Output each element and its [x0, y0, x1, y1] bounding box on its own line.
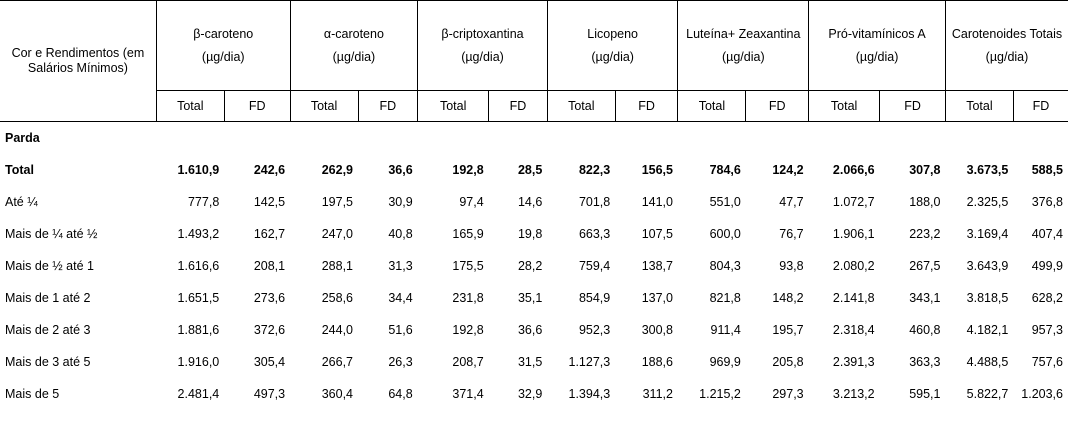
fd-value-cell: 757,6	[1031, 355, 1063, 369]
total-value-cell: 360,4	[321, 387, 353, 401]
total-value-cell: 258,6	[321, 291, 353, 305]
row-label: Total	[5, 163, 34, 177]
fd-value-cell: 36,6	[388, 163, 413, 177]
total-value-cell: 1.072,7	[832, 195, 875, 209]
total-value-cell: 288,1	[321, 259, 353, 273]
fd-value-cell: 205,8	[772, 355, 804, 369]
total-value-cell: 1.493,2	[177, 227, 220, 241]
group-unit: (µg/dia)	[985, 49, 1029, 64]
fd-value-cell: 195,7	[772, 323, 804, 337]
total-value-cell: 3.213,2	[832, 387, 875, 401]
fd-value-cell: 407,4	[1031, 227, 1063, 241]
fd-value-cell: 300,8	[641, 323, 673, 337]
row-label: Até ¼	[5, 195, 38, 209]
total-value-cell: 192,8	[452, 163, 484, 177]
section-row	[0, 122, 1068, 155]
fd-value-cell: 188,0	[909, 195, 941, 209]
subheader-total: Total	[809, 91, 880, 122]
fd-value-cell: 51,6	[388, 323, 413, 337]
row-label: Mais de ½ até 1	[5, 259, 94, 273]
total-value-cell: 1.906,1	[832, 227, 875, 241]
total-value-cell: 1.881,6	[177, 323, 220, 337]
fd-value-cell: 28,2	[517, 259, 543, 273]
subheader-fd: FD	[880, 91, 946, 122]
subheader-fd: FD	[224, 91, 290, 122]
fd-value-cell: 208,1	[253, 259, 286, 273]
subheader-fd: FD	[489, 91, 548, 122]
total-value-cell: 822,3	[578, 163, 611, 177]
subheader-total: Total	[156, 91, 224, 122]
table-row	[0, 314, 1068, 346]
fd-value-cell: 499,9	[1031, 259, 1063, 273]
total-value-cell: 247,0	[321, 227, 353, 241]
table-row	[0, 346, 1068, 378]
fd-value-cell: 31,5	[517, 355, 543, 369]
fd-value-cell: 36,6	[517, 323, 543, 337]
fd-value-cell: 297,3	[772, 387, 804, 401]
total-value-cell: 1.616,6	[177, 259, 220, 273]
table-body	[0, 122, 1068, 411]
total-value-cell: 208,7	[452, 355, 484, 369]
row-label: Mais de 3 até 5	[5, 355, 91, 369]
total-value-cell: 600,0	[709, 227, 741, 241]
fd-value-cell: 34,4	[388, 291, 413, 305]
fd-value-cell: 64,8	[388, 387, 413, 401]
subheader-total: Total	[547, 91, 615, 122]
fd-value-cell: 35,1	[517, 291, 543, 305]
subheader-total: Total	[678, 91, 746, 122]
subheader-total: Total	[418, 91, 489, 122]
fd-value-cell: 628,2	[1031, 291, 1063, 305]
fd-value-cell: 137,0	[641, 291, 673, 305]
fd-value-cell: 242,6	[253, 163, 286, 177]
row-label: Mais de 1 até 2	[5, 291, 91, 305]
group-header	[156, 1, 290, 91]
total-value-cell: 5.822,7	[966, 387, 1009, 401]
group-unit: (µg/dia)	[461, 49, 504, 64]
group-header	[418, 1, 548, 91]
group-name: α-caroteno	[323, 26, 384, 41]
fd-value-cell: 497,3	[253, 387, 286, 401]
row-header-label: Cor e Rendimentos (em Salários Mínimos)	[11, 46, 145, 75]
fd-value-cell: 14,6	[517, 195, 543, 209]
table-header	[0, 1, 1068, 122]
fd-value-cell: 588,5	[1031, 163, 1063, 177]
total-value-cell: 3.673,5	[966, 163, 1009, 177]
fd-value-cell: 93,8	[779, 259, 804, 273]
fd-value-cell: 363,3	[909, 355, 941, 369]
fd-value-cell: 376,8	[1031, 195, 1063, 209]
table-row	[0, 186, 1068, 218]
group-unit: (µg/dia)	[591, 49, 634, 64]
group-name: Licopeno	[587, 26, 639, 41]
total-value-cell: 197,5	[321, 195, 353, 209]
total-value-cell: 371,4	[452, 387, 484, 401]
fd-value-cell: 223,2	[909, 227, 941, 241]
total-value-cell: 701,8	[578, 195, 611, 209]
fd-value-cell: 957,3	[1031, 323, 1063, 337]
group-header	[945, 1, 1068, 91]
total-value-cell: 2.080,2	[832, 259, 875, 273]
total-value-cell: 1.394,3	[568, 387, 611, 401]
group-header	[809, 1, 946, 91]
total-value-cell: 3.818,5	[966, 291, 1009, 305]
fd-value-cell: 141,0	[641, 195, 673, 209]
total-value-cell: 2.325,5	[966, 195, 1009, 209]
fd-value-cell: 40,8	[388, 227, 413, 241]
fd-value-cell: 19,8	[517, 227, 543, 241]
fd-value-cell: 372,6	[253, 323, 286, 337]
fd-value-cell: 311,2	[642, 387, 673, 401]
group-name: Pró-vitamínicos A	[828, 26, 926, 41]
subheader-fd: FD	[615, 91, 678, 122]
total-value-cell: 2.318,4	[832, 323, 875, 337]
fd-value-cell: 138,7	[641, 259, 673, 273]
fd-value-cell: 76,7	[779, 227, 804, 241]
total-value-cell: 911,4	[710, 323, 741, 337]
subheader-fd: FD	[1013, 91, 1068, 122]
fd-value-cell: 31,3	[388, 259, 413, 273]
total-value-cell: 97,4	[459, 195, 484, 209]
group-unit: (µg/dia)	[201, 49, 245, 64]
fd-value-cell: 307,8	[909, 163, 941, 177]
total-value-cell: 777,8	[187, 195, 220, 209]
fd-value-cell: 107,5	[641, 227, 673, 241]
total-value-cell: 804,3	[709, 259, 741, 273]
subheader-fd: FD	[358, 91, 418, 122]
subheader-total: Total	[945, 91, 1013, 122]
group-unit: (µg/dia)	[721, 49, 765, 64]
total-value-cell: 2.391,3	[832, 355, 875, 369]
group-unit: (µg/dia)	[855, 49, 899, 64]
fd-value-cell: 47,7	[779, 195, 804, 209]
fd-value-cell: 142,5	[253, 195, 286, 209]
total-value-cell: 1.127,3	[568, 355, 611, 369]
group-name: Luteína+ Zeaxantina	[686, 26, 801, 41]
row-header-cell	[0, 1, 156, 122]
total-value-cell: 1.610,9	[177, 163, 220, 177]
total-value-cell: 952,3	[578, 323, 611, 337]
total-value-cell: 266,7	[321, 355, 353, 369]
table-row	[0, 378, 1068, 410]
section-label: Parda	[5, 131, 40, 145]
fd-value-cell: 595,1	[909, 387, 941, 401]
table-row	[0, 250, 1068, 282]
total-value-cell: 3.643,9	[966, 259, 1009, 273]
fd-value-cell: 148,2	[772, 291, 804, 305]
table-row	[0, 282, 1068, 314]
group-name: Carotenoides Totais	[951, 26, 1063, 41]
subheader-fd: FD	[746, 91, 809, 122]
total-row	[0, 154, 1068, 186]
group-header	[547, 1, 678, 91]
fd-value-cell: 28,5	[517, 163, 543, 177]
total-value-cell: 1.651,5	[177, 291, 220, 305]
fd-value-cell: 1.203,6	[1021, 387, 1063, 401]
fd-value-cell: 124,2	[772, 163, 804, 177]
fd-value-cell: 26,3	[388, 355, 413, 369]
row-label: Mais de 2 até 3	[5, 323, 91, 337]
group-name: β-criptoxantina	[441, 26, 524, 41]
total-value-cell: 1.215,2	[699, 387, 741, 401]
group-unit: (µg/dia)	[332, 49, 376, 64]
total-value-cell: 784,6	[709, 163, 741, 177]
fd-value-cell: 305,4	[253, 355, 286, 369]
total-value-cell: 2.066,6	[832, 163, 875, 177]
fd-value-cell: 30,9	[388, 195, 413, 209]
total-value-cell: 262,9	[321, 163, 353, 177]
group-header	[678, 1, 809, 91]
fd-value-cell: 32,9	[517, 387, 543, 401]
total-value-cell: 854,9	[578, 291, 611, 305]
total-value-cell: 175,5	[452, 259, 484, 273]
total-value-cell: 165,9	[452, 227, 484, 241]
total-value-cell: 192,8	[452, 323, 484, 337]
fd-value-cell: 343,1	[909, 291, 941, 305]
fd-value-cell: 162,7	[253, 227, 286, 241]
total-value-cell: 4.182,1	[966, 323, 1009, 337]
total-value-cell: 3.169,4	[966, 227, 1009, 241]
total-value-cell: 1.916,0	[177, 355, 220, 369]
fd-value-cell: 273,6	[253, 291, 286, 305]
fd-value-cell: 188,6	[641, 355, 673, 369]
group-name: β-caroteno	[193, 26, 254, 41]
total-value-cell: 551,0	[709, 195, 741, 209]
total-value-cell: 821,8	[709, 291, 741, 305]
row-label: Mais de ¼ até ½	[5, 227, 98, 241]
table-row	[0, 218, 1068, 250]
fd-value-cell: 156,5	[641, 163, 673, 177]
subheader-total: Total	[290, 91, 358, 122]
total-value-cell: 969,9	[709, 355, 741, 369]
total-value-cell: 244,0	[321, 323, 353, 337]
total-value-cell: 663,3	[578, 227, 611, 241]
total-value-cell: 2.481,4	[177, 387, 220, 401]
total-value-cell: 4.488,5	[966, 355, 1009, 369]
total-value-cell: 2.141,8	[832, 291, 875, 305]
group-header	[290, 1, 418, 91]
fd-value-cell: 460,8	[909, 323, 941, 337]
total-value-cell: 759,4	[578, 259, 611, 273]
fd-value-cell: 267,5	[909, 259, 941, 273]
row-label: Mais de 5	[5, 387, 60, 401]
total-value-cell: 231,8	[452, 291, 484, 305]
